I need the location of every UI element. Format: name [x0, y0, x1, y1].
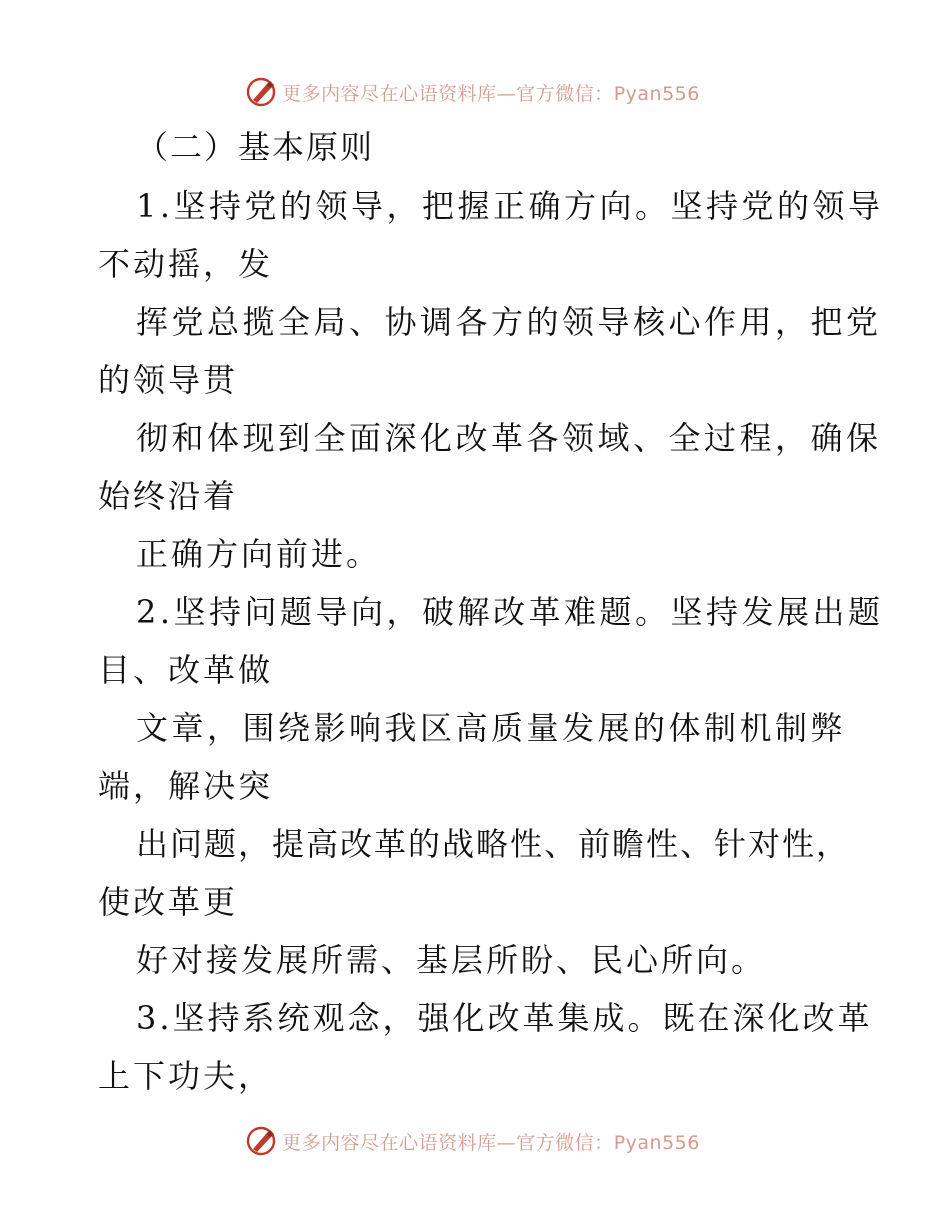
watermark-main: 更多内容尽在心语资料库 — [282, 1131, 497, 1154]
paragraph-line: 上下功夫， — [98, 1057, 274, 1095]
pen-circle-logo-icon — [244, 1124, 278, 1158]
footer-watermark — [0, 1121, 950, 1161]
paragraph-line: 彻和体现到全面深化改革各领域、全过程，确保 — [136, 419, 882, 457]
watermark-wechat-id: Pyan556 — [613, 82, 700, 105]
watermark-wechat-id: Pyan556 — [613, 1131, 700, 1154]
watermark-text — [282, 79, 700, 106]
paragraph-line: 文章，围绕影响我区高质量发展的体制机制弊 — [136, 709, 847, 747]
header-watermark — [0, 72, 950, 112]
paragraph-line: 1.坚持党的领导，把握正确方向。坚持党的领导 — [136, 187, 884, 225]
paragraph-line: 出问题，提高改革的战略性、前瞻性、针对性， — [136, 825, 851, 863]
paragraph-line: 始终沿着 — [98, 477, 239, 515]
paragraph-line: 不动摇，发 — [98, 245, 274, 283]
paragraph-line: 挥党总揽全局、协调各方的领导核心作用，把党 — [136, 303, 882, 341]
watermark-text — [282, 1128, 700, 1155]
paragraph-line: 2.坚持问题导向，破解改革难题。坚持发展出题 — [136, 593, 884, 631]
paragraph-line: 正确方向前进。 — [136, 535, 382, 573]
paragraph-line: 目、改革做 — [98, 651, 274, 689]
paragraph-line: 3.坚持系统观念，强化改革集成。既在深化改革 — [136, 999, 873, 1037]
watermark-separator: —官方微信： — [496, 82, 614, 105]
paragraph-line: 的领导贯 — [98, 361, 239, 399]
paragraph-line: 使改革更 — [98, 883, 239, 921]
watermark-separator: —官方微信： — [496, 1131, 614, 1154]
pen-circle-logo-icon — [244, 75, 278, 109]
watermark-main: 更多内容尽在心语资料库 — [282, 82, 497, 105]
paragraph-line: 好对接发展所需、基层所盼、民心所向。 — [136, 941, 767, 979]
section-heading: （二）基本原则 — [136, 128, 375, 166]
paragraph-line: 端，解决突 — [98, 767, 274, 805]
